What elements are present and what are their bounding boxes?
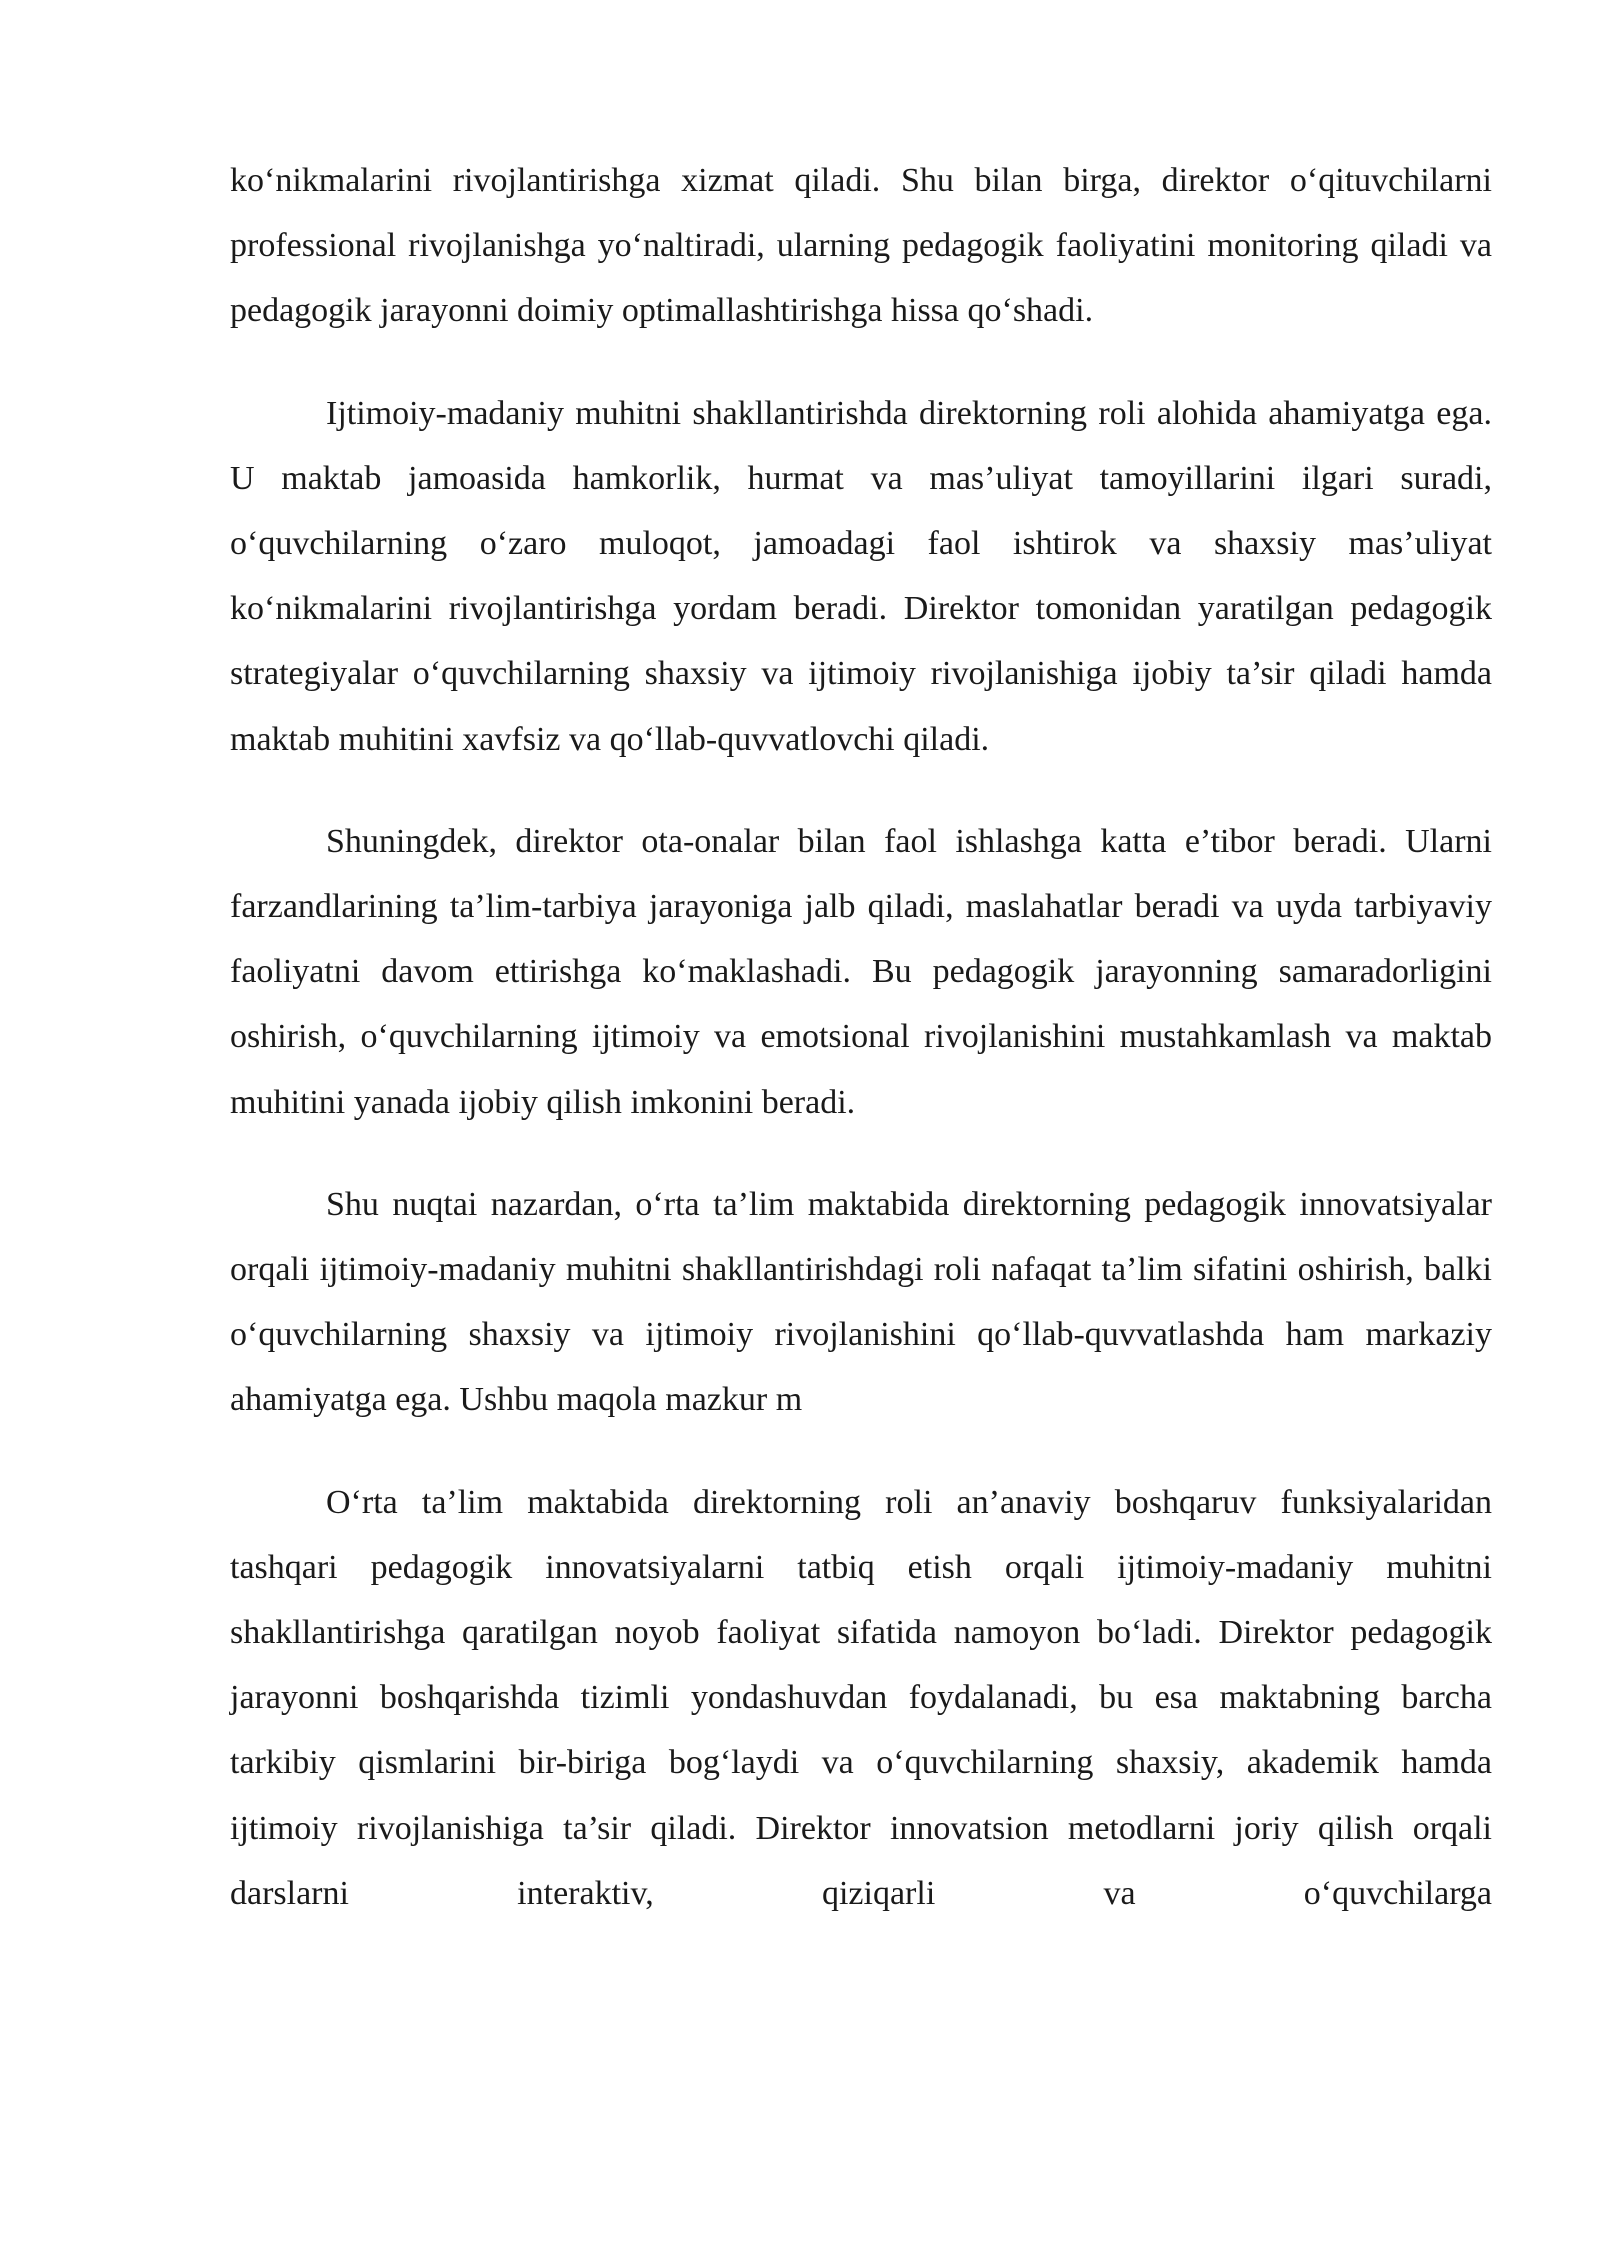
paragraph: Shuningdek, direktor ota-onalar bilan faol ishlashga katta e’tibor beradi. Ularni farzandlarining ta’lim-tarbiya jarayoniga jalb qiladi, maslahatlar beradi va uyda tarbiyaviy faoliyatni davom ettirishga ko‘maklashadi. Bu pedagogik jarayonning samaradorligini oshirish, o‘quvchilarning ijtimoiy va emotsional rivojlanishini mustahkamlash va maktab muhitini yanada ijobiy qilish imkonini beradi.	[230, 822, 1492, 1121]
paragraph: Ijtimoiy-madaniy muhitni shakllantirishda direktorning roli alohida ahamiyatga ega. U maktab jamoasida hamkorlik, hurmat va mas’uliyat tamoyillarini ilgari suradi, o‘quvchilarning o‘zaro muloqot, jamoadagi faol ishtirok va shaxsiy mas’uliyat ko‘nikmalarini rivojlantirishga yordam beradi. Direktor tomonidan yaratilgan pedagogik strategiyalar o‘quvchilarning shaxsiy va ijtimoiy rivojlanishiga ijobiy ta’sir qiladi hamda maktab muhitini xavfsiz va qo‘llab-quvvatlovchi qiladi.	[230, 394, 1492, 758]
paragraph-continued: ko‘nikmalarini rivojlantirishga xizmat qiladi. Shu bilan birga, direktor o‘qituvchilarni professional rivojlanishga yo‘naltiradi, ularning pedagogik faoliyatini monitoring qiladi va pedagogik jarayonni doimiy optimallashtirishga hissa qo‘shadi.	[230, 162, 1492, 330]
paragraph: O‘rta ta’lim maktabida direktorning roli an’anaviy boshqaruv funksiyalaridan tashqari pedagogik innovatsiyalarni tatbiq etish orqali ijtimoiy-madaniy muhitni shakllantirishga qaratilgan noyob faoliyat sifatida namoyon bo‘ladi. Direktor pedagogik jarayonni boshqarishda tizimli yondashuvdan foydalanadi, bu esa maktabning barcha tarkibiy qismlarini bir-biriga bog‘laydi va o‘quvchilarning shaxsiy, akademik hamda ijtimoiy rivojlanishiga ta’sir qiladi. Direktor innovatsion metodlarni joriy qilish orqali darslarni interaktiv, qiziqarli va o‘quvchilarga	[230, 1483, 1492, 1912]
body-text	[230, 148, 1492, 1963]
paragraph: Shu nuqtai nazardan, o‘rta ta’lim maktabida direktorning pedagogik innovatsiyalar orqali ijtimoiy-madaniy muhitni shakllantirishdagi roli nafaqat ta’lim sifatini oshirish, balki o‘quvchilarning shaxsiy va ijtimoiy rivojlanishini qo‘llab-quvvatlashda ham markaziy ahamiyatga ega. Ushbu maqola mazkur m	[230, 1185, 1492, 1419]
